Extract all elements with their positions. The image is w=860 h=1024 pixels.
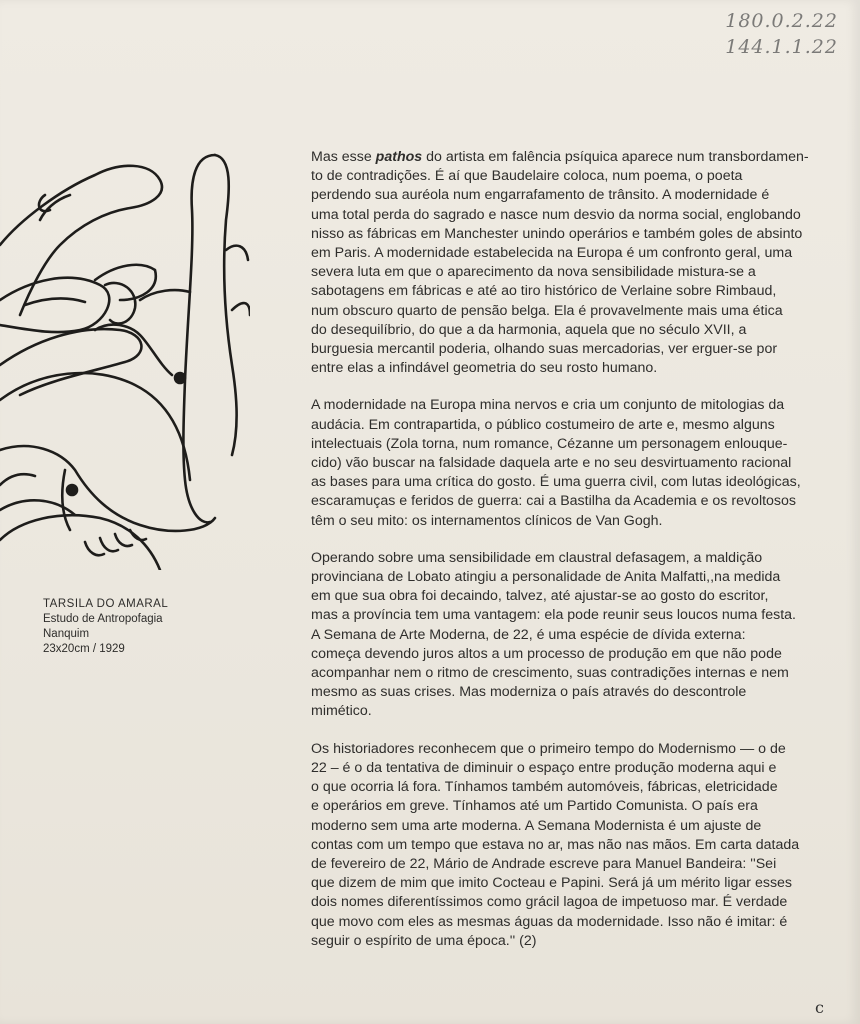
text-line: severa luta em que o aparecimento da nova sensibilidade mistura-se a xyxy=(311,264,756,281)
text-line: as bases para uma crítica do gosto. É uma guerra civil, com lutas ideológicas, xyxy=(311,474,801,491)
text-line: entre elas a infindável geometria do seu rosto humano. xyxy=(311,360,658,377)
text-line: intelectuais (Zola torna, num romance, Cézanne um personagem enlouque- xyxy=(311,435,788,452)
text-line: sabotagens em fábricas e até ao tiro histórico de Verlaine sobre Rimbaud, xyxy=(311,283,777,300)
text-line: provinciana de Lobato atingiu a personalidade de Anita Malfatti,,na medida xyxy=(311,569,781,586)
text-line: A Semana de Arte Moderna, de 22, é uma espécie de dívida externa: xyxy=(311,626,746,643)
text-line: to de contradições. É aí que Baudelaire coloca, num poema, o poeta xyxy=(311,168,743,185)
text-segment: Mas esse xyxy=(311,149,376,165)
text-line: 22 – é o da tentativa de diminuir o espaço entre produção moderna aqui e xyxy=(311,759,777,776)
text-line: seguir o espírito de uma época.'' (2) xyxy=(311,932,537,949)
artwork-dimensions: 23x20cm / 1929 xyxy=(43,643,125,655)
text-line: mesmo as suas crises. Mas moderniza o país através do descontrole xyxy=(311,684,747,701)
text-line: burguesia mercantil poderia, olhando suas mercadorias, ver erguer-se por xyxy=(311,341,778,358)
page-mark: c xyxy=(815,998,824,1017)
text-line: mimético. xyxy=(311,703,372,720)
artwork-title: Estudo de Antropofagia xyxy=(43,613,163,625)
text-line: têm o seu mito: os internamentos clínicos de Van Gogh. xyxy=(311,512,663,529)
text-line: que movo com eles as mesmas águas da modernidade. Isso não é imitar: é xyxy=(311,913,788,930)
text-line: Operando sobre uma sensibilidade em claustral defasagem, a maldição xyxy=(311,549,763,566)
text-line: Os historiadores reconhecem que o primeiro tempo do Modernismo — o de xyxy=(311,740,786,757)
text-line: em que sua obra foi decaindo, talvez, até ajustar-se ao gosto do escritor, xyxy=(311,588,769,605)
artwork-caption xyxy=(43,597,168,657)
text-line: num obscuro quarto de pensão belga. Ela é provavelmente mais uma ética xyxy=(311,302,783,319)
artwork-artist: TARSILA DO AMARAL xyxy=(43,598,169,610)
text-line: contas com um tempo que estava no ar, mas não nas mãos. Em carta datada xyxy=(311,836,800,853)
text-segment: do artista em falência psíquica aparece num transbordamen- xyxy=(422,149,809,165)
artwork-medium: Nanquim xyxy=(43,628,90,640)
emphasized-word: pathos xyxy=(375,149,423,165)
text-line: começa devendo juros altos a um processo de produção em que não pode xyxy=(311,645,782,662)
handwritten-note-1: 180.0.2.22 xyxy=(725,10,838,32)
text-line: do desequilíbrio, do que a da harmonia, aquela que no século XVII, a xyxy=(311,321,747,338)
essay-paragraph xyxy=(311,396,831,530)
text-line: moderno sem uma arte moderna. A Semana Modernista é um ajuste de xyxy=(311,817,762,834)
handwritten-annotation xyxy=(725,8,838,60)
text-line: audácia. Em contrapartida, o público costumeiro de arte e, mesmo alguns xyxy=(311,416,775,433)
text-line: e operários em greve. Tínhamos até um Partido Comunista. O país era xyxy=(311,798,758,815)
text-line: mas a província tem uma vantagem: ela pode reunir seus loucos numa festa. xyxy=(311,607,796,624)
text-line xyxy=(311,148,831,167)
text-line: escaramuças e feridos de guerra: cai a Bastilha da Academia e os revoltosos xyxy=(311,493,796,510)
essay-body-text xyxy=(311,148,831,969)
text-line: A modernidade na Europa mina nervos e cria um conjunto de mitologias da xyxy=(311,397,785,414)
essay-paragraph xyxy=(311,549,831,722)
handwritten-note-2: 144.1.1.22 xyxy=(725,36,838,58)
essay-paragraph xyxy=(311,740,831,951)
text-line: perdendo sua auréola num engarrafamento de trânsito. A modernidade é xyxy=(311,187,770,204)
text-line: o que ocorria lá fora. Tínhamos também automóveis, fábricas, eletricidade xyxy=(311,779,778,796)
antropofagia-drawing xyxy=(0,150,250,570)
text-line: nisso as fábricas em Manchester unindo operários e também goles de absinto xyxy=(311,225,803,242)
text-line: que dizem de mim que imito Cocteau e Papini. Será já um mérito ligar esses xyxy=(311,875,793,892)
text-line: uma total perda do sagrado e nasce num desvio da norma social, englobando xyxy=(311,206,801,223)
text-line: cido) vão buscar na falsidade daquela arte e no seu desvirtuamento racional xyxy=(311,455,792,472)
text-line: em Paris. A modernidade estabelecida na Europa é um confronto geral, uma xyxy=(311,245,793,262)
essay-paragraph xyxy=(311,148,831,378)
text-line: dois nomes diferentíssimos como grácil lagoa de impetuoso mar. É verdade xyxy=(311,894,788,911)
text-line: acompanhar nem o ritmo de crescimento, suas contradições internas e nem xyxy=(311,665,789,682)
text-line: de fevereiro de 22, Mário de Andrade escreve para Manuel Bandeira: ''Sei xyxy=(311,855,777,872)
